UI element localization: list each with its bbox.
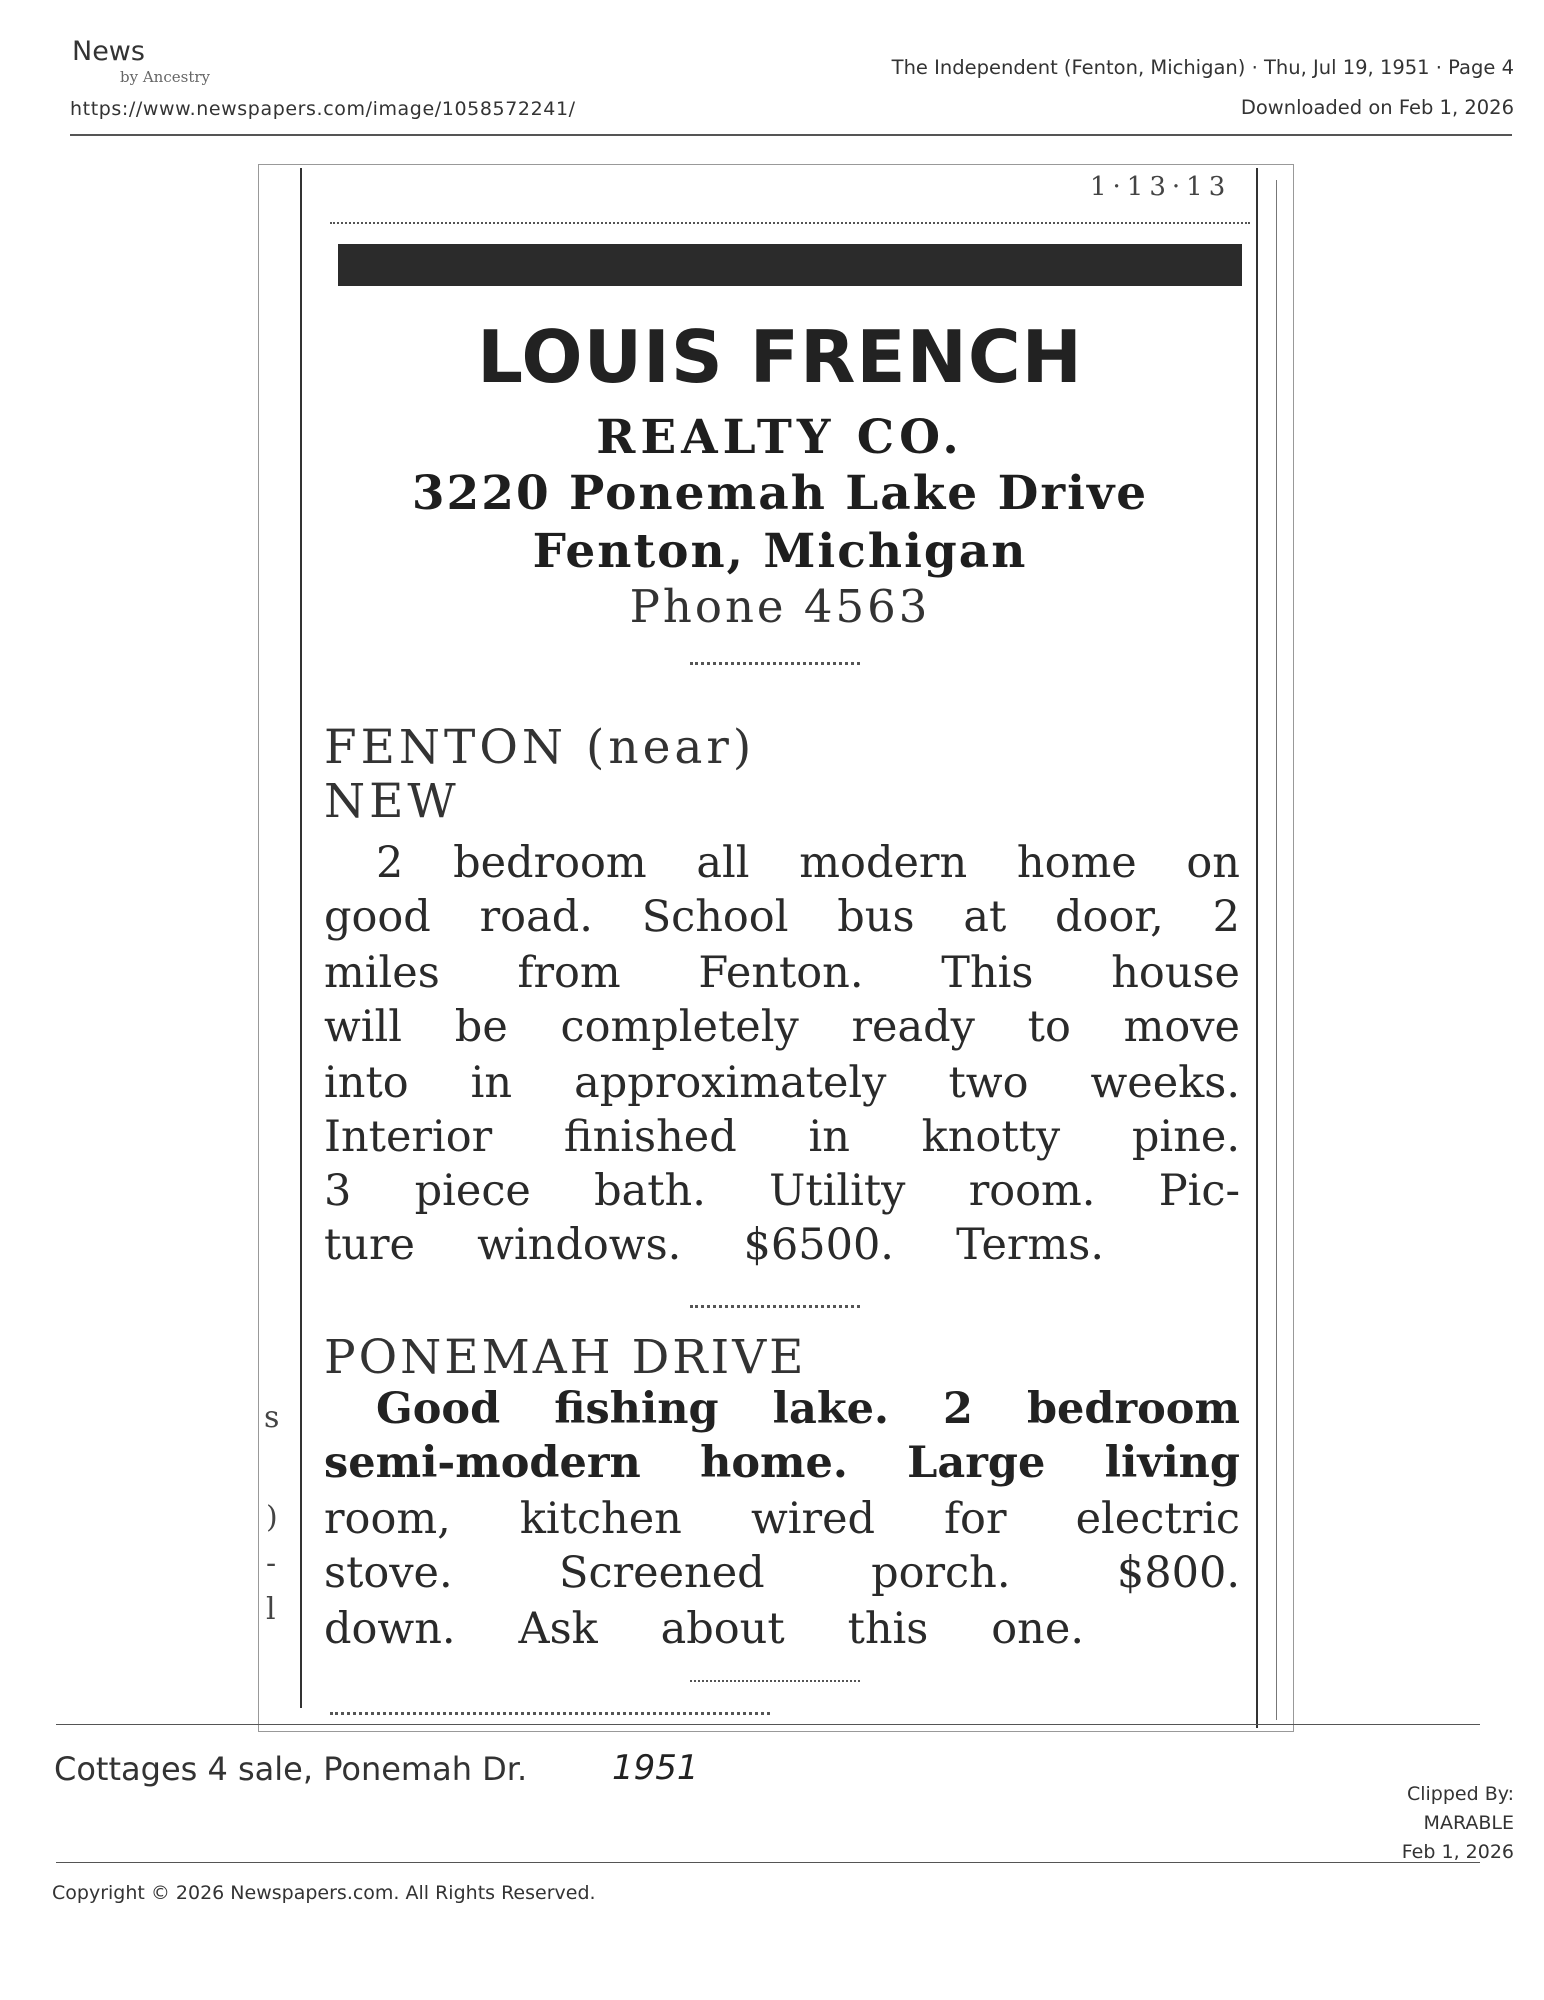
clipped-by-info bbox=[1214, 1780, 1514, 1867]
listing2-line: semi-modern home. Large living bbox=[324, 1438, 1240, 1488]
download-date: Downloaded on Feb 1, 2026 bbox=[1240, 96, 1514, 119]
listing1-line: 3 piece bath. Utility room. Pic- bbox=[324, 1166, 1240, 1216]
listing2-line: room, kitchen wired for electric bbox=[324, 1494, 1240, 1544]
margin-scrap-left: s bbox=[264, 1400, 280, 1435]
listing1-line: good road. School bus at door, 2 bbox=[324, 892, 1240, 942]
clipping-caption: Cottages 4 sale, Ponemah Dr. bbox=[54, 1750, 528, 1788]
clipped-by-user[interactable]: MARABLE bbox=[1423, 1812, 1514, 1834]
top-fragment-text: 1·13·13 bbox=[1090, 172, 1232, 202]
listing1-line: into in approximately two weeks. bbox=[324, 1058, 1240, 1108]
header-divider bbox=[70, 134, 1512, 136]
company-city: Fenton, Michigan bbox=[532, 524, 1028, 579]
margin-scrap-left: ) bbox=[266, 1500, 278, 1535]
ancestry-logo: by Ancestry bbox=[120, 68, 210, 86]
bottom-divider bbox=[690, 1680, 860, 1682]
margin-scrap-left: l bbox=[266, 1592, 276, 1627]
company-name: REALTY CO. bbox=[596, 410, 964, 465]
listing1-line: will be completely ready to move bbox=[324, 1002, 1240, 1052]
listing1-subheading: NEW bbox=[324, 774, 460, 829]
copyright-notice: Copyright © 2026 Newspapers.com. All Rights Reserved. bbox=[52, 1882, 596, 1904]
bottom-edge-scrap bbox=[330, 1712, 770, 1715]
company-address: 3220 Ponemah Lake Drive bbox=[411, 466, 1149, 521]
handwritten-year: 1951 bbox=[612, 1748, 699, 1788]
clipped-by-label: Clipped By: bbox=[1406, 1783, 1514, 1805]
header-bar bbox=[338, 244, 1242, 286]
listing2-line: down. Ask about this one. bbox=[324, 1604, 1084, 1654]
listing1-line: 2 bedroom all modern home on bbox=[376, 838, 1240, 888]
ad-title: LOUIS FRENCH bbox=[477, 315, 1083, 399]
publication-info: The Independent (Fenton, Michigan) · Thu, Jul 19, 1951 · Page 4 bbox=[891, 56, 1514, 79]
top-divider bbox=[330, 222, 1250, 224]
listing2-line: Good fishing lake. 2 bedroom bbox=[376, 1384, 1240, 1434]
clipped-date: Feb 1, 2026 bbox=[1401, 1841, 1514, 1863]
footer-divider-top bbox=[56, 1724, 1480, 1725]
listing1-line: ture windows. $6500. Terms. bbox=[324, 1220, 1104, 1270]
footer-divider-bottom bbox=[56, 1862, 1480, 1863]
section-divider bbox=[690, 662, 860, 665]
listing1-line: miles from Fenton. This house bbox=[324, 948, 1240, 998]
listing2-line: stove. Screened porch. $800. bbox=[324, 1548, 1240, 1598]
listing1-line: Interior finished in knotty pine. bbox=[324, 1112, 1240, 1162]
margin-scrap-left: - bbox=[266, 1546, 277, 1581]
column-rule-right-outer bbox=[1276, 180, 1277, 1720]
column-rule-right bbox=[1256, 168, 1258, 1728]
section-divider bbox=[690, 1305, 860, 1308]
image-url[interactable]: https://www.newspapers.com/image/1058572241/ bbox=[70, 98, 576, 120]
column-rule-left bbox=[300, 168, 302, 1708]
listing2-heading: PONEMAH DRIVE bbox=[324, 1330, 807, 1385]
listing1-heading: FENTON (near) bbox=[324, 720, 756, 775]
newspapers-logo[interactable]: News bbox=[72, 36, 145, 67]
company-phone: Phone 4563 bbox=[629, 580, 931, 633]
